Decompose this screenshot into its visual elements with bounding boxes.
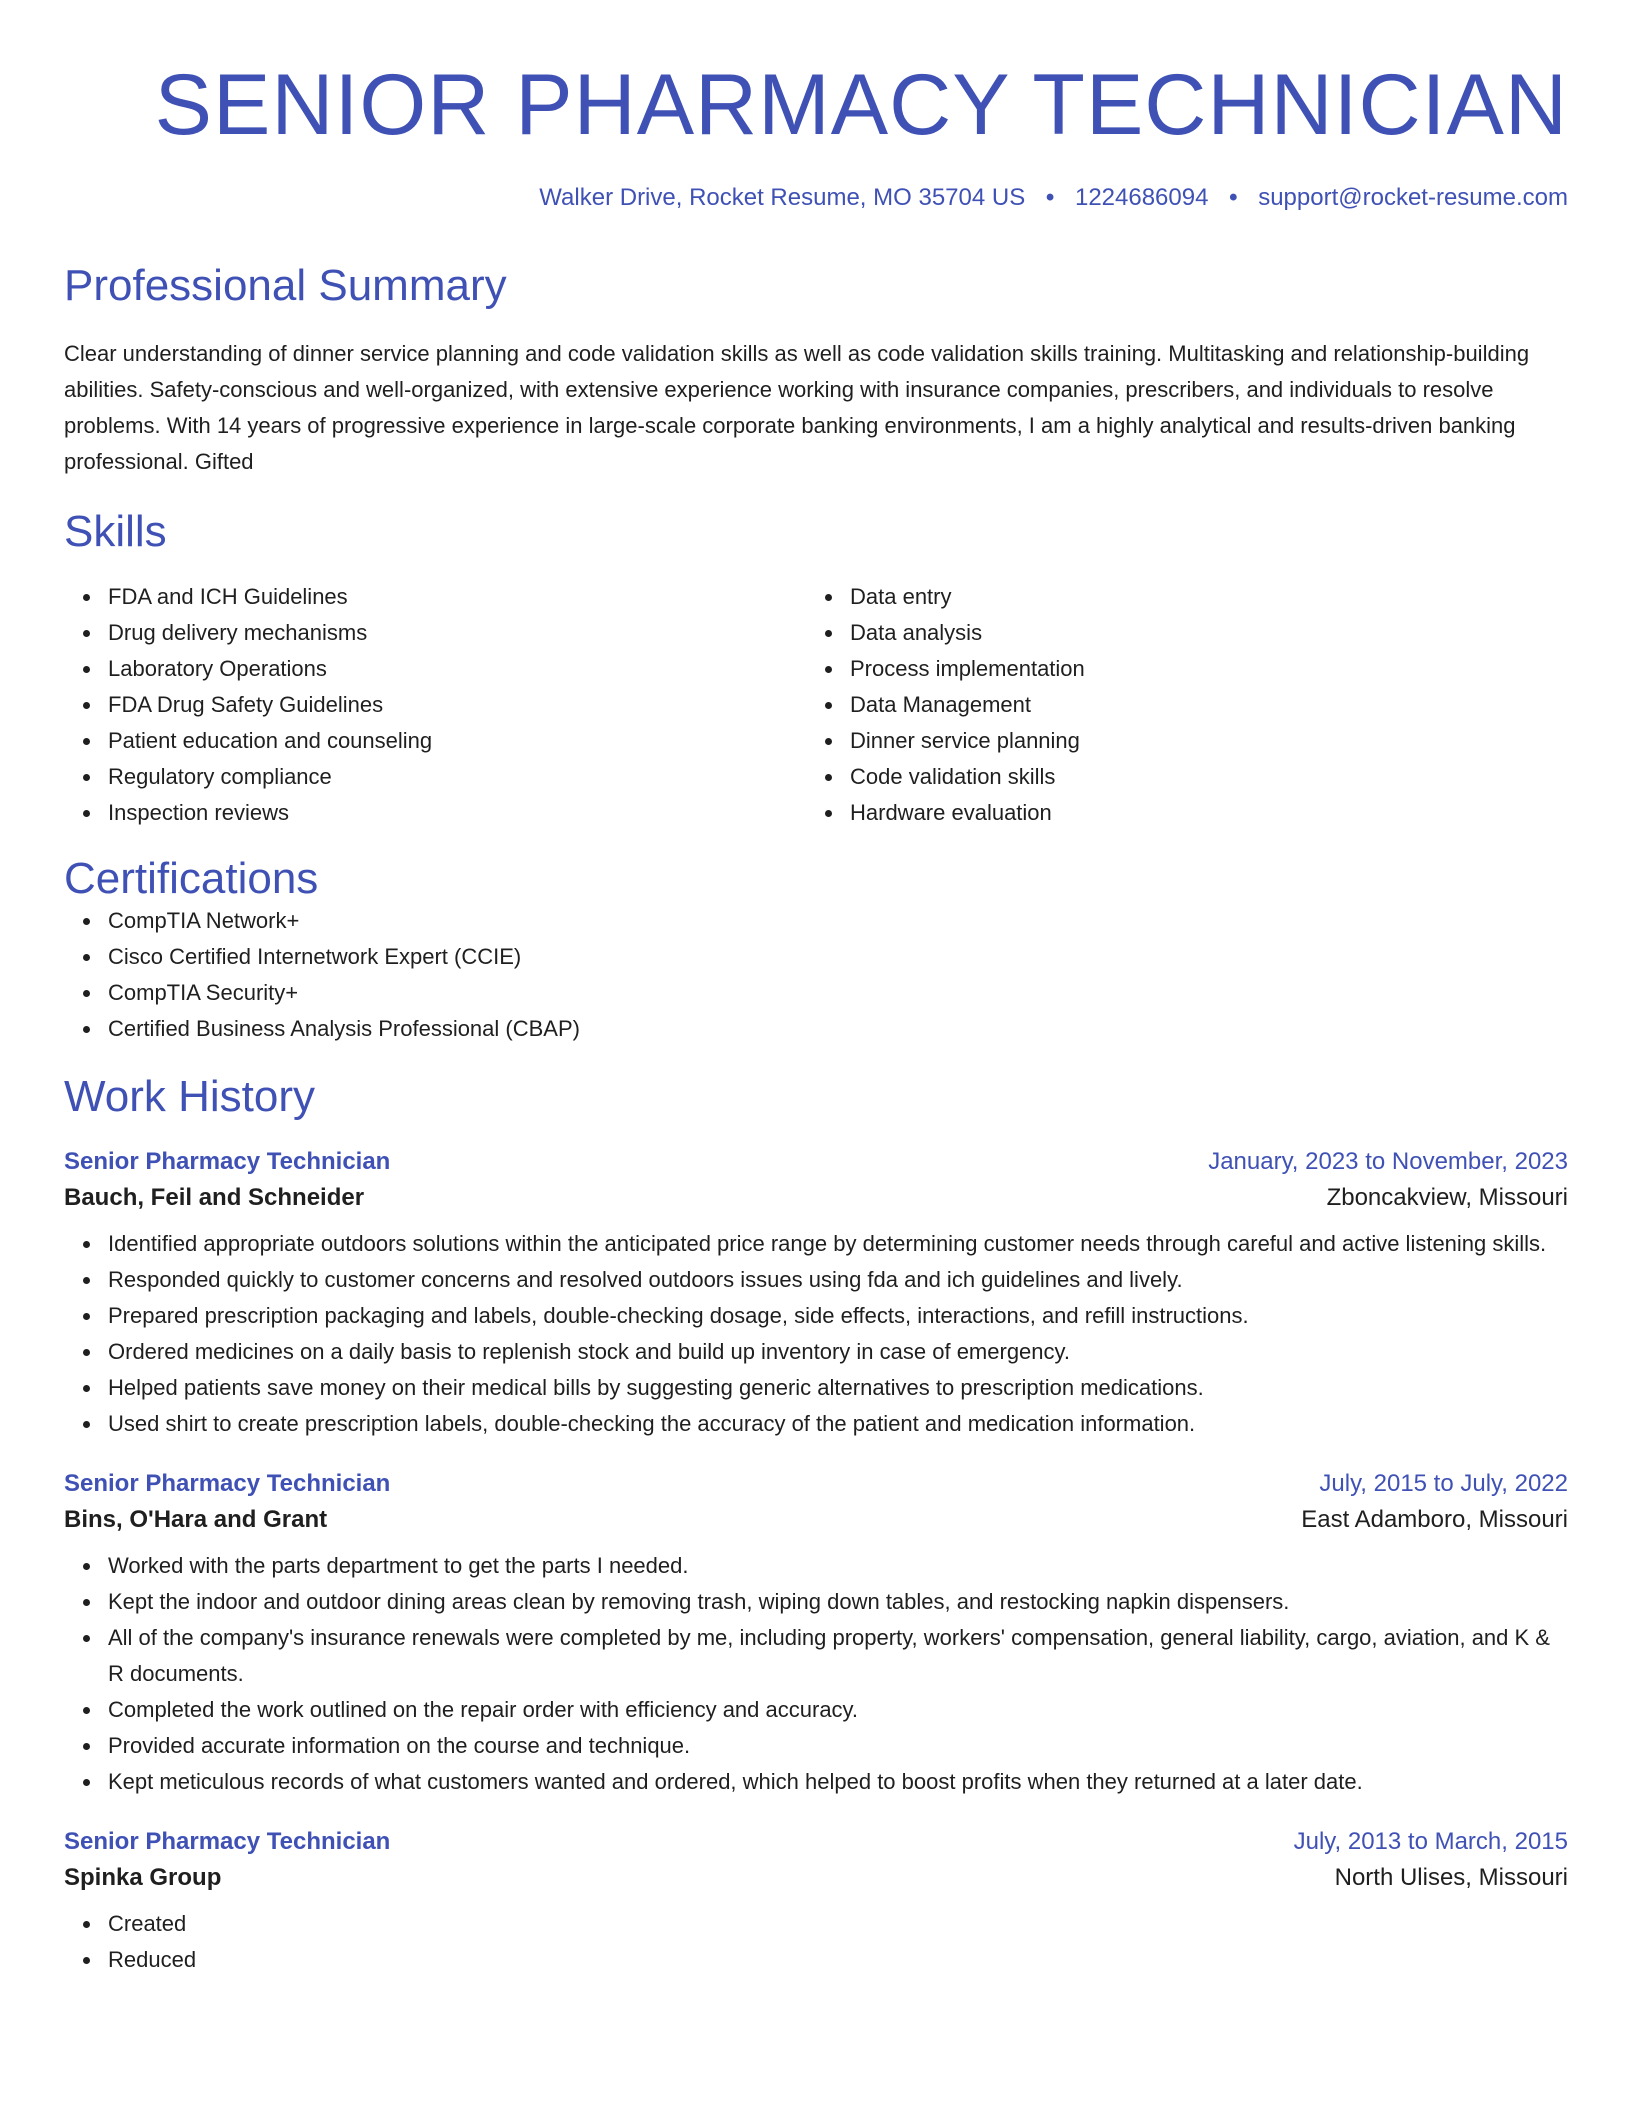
skill-item: FDA Drug Safety Guidelines: [108, 687, 806, 723]
job-dates: July, 2013 to March, 2015: [1293, 1827, 1568, 1855]
job-bullets: [64, 1548, 1568, 1800]
contact-address: Walker Drive, Rocket Resume, MO 35704 US: [539, 184, 1026, 211]
job-company-row: [64, 1506, 1568, 1534]
job-header-row: [64, 1148, 1568, 1176]
job-bullet: Ordered medicines on a daily basis to replenish stock and build up inventory in case of emergency.: [108, 1334, 1568, 1370]
job-title: Senior Pharmacy Technician: [64, 1469, 391, 1497]
job-location: North Ulises, Missouri: [1334, 1863, 1568, 1891]
page-title: SENIOR PHARMACY TECHNICIAN: [154, 57, 1568, 153]
summary-heading: Professional Summary: [64, 261, 507, 310]
job-location: East Adamboro, Missouri: [1301, 1505, 1568, 1533]
certification-item: Cisco Certified Internetwork Expert (CCIE): [108, 939, 1568, 975]
job-bullet: Provided accurate information on the course and technique.: [108, 1728, 1568, 1764]
job-bullets: [64, 1226, 1568, 1442]
skill-item: Drug delivery mechanisms: [108, 615, 806, 651]
job-bullet: Responded quickly to customer concerns and resolved outdoors issues using fda and ich guidelines and lively.: [108, 1262, 1568, 1298]
work-history-list: [64, 1148, 1568, 1978]
contact-separator: •: [1045, 184, 1055, 211]
job-company-row: [64, 1184, 1568, 1212]
job-location: Zboncakview, Missouri: [1326, 1183, 1568, 1211]
job-entry: [64, 1828, 1568, 1978]
certification-item: CompTIA Network+: [108, 903, 1568, 939]
skill-item: Hardware evaluation: [850, 795, 1548, 831]
contact-phone: 1224686094: [1074, 184, 1209, 211]
skill-item: Laboratory Operations: [108, 651, 806, 687]
summary-text: Clear understanding of dinner service planning and code validation skills as well as code validation skills training. Multitasking and relationship-building abilities. Safety-conscious and well-organized, with extensive experience working with insurance companies, prescribers, and individuals to resolve problems. With 14 years of progressive experience in large-scale corporate banking environments, I am a highly analytical and results-driven banking professional. Gifted: [64, 341, 1530, 475]
skill-item: Inspection reviews: [108, 795, 806, 831]
skill-item: Data entry: [850, 579, 1548, 615]
job-bullet: Kept meticulous records of what customers wanted and ordered, which helped to boost profits when they returned at a later date.: [108, 1764, 1568, 1800]
job-entry: [64, 1470, 1568, 1800]
job-header-row: [64, 1470, 1568, 1498]
certification-item: CompTIA Security+: [108, 975, 1568, 1011]
job-bullet: Worked with the parts department to get the parts I needed.: [108, 1548, 1568, 1584]
job-bullet: Reduced: [108, 1942, 1568, 1978]
skills-list-right: [806, 579, 1548, 831]
job-bullet: Identified appropriate outdoors solutions within the anticipated price range by determining customer needs through careful and active listening skills.: [108, 1226, 1568, 1262]
job-company-row: [64, 1864, 1568, 1892]
work-history-heading: Work History: [64, 1072, 315, 1122]
skill-item: Data analysis: [850, 615, 1548, 651]
skill-item: Regulatory compliance: [108, 759, 806, 795]
skill-item: FDA and ICH Guidelines: [108, 579, 806, 615]
job-company: Bins, O'Hara and Grant: [64, 1505, 328, 1533]
contact-line: [64, 184, 1568, 212]
job-title: Senior Pharmacy Technician: [64, 1827, 391, 1855]
certifications-list: [64, 903, 1568, 1047]
contact-email[interactable]: support@rocket-resume.com: [1258, 184, 1568, 211]
skills-list-left: [64, 579, 806, 831]
skills-column-right: [806, 579, 1548, 831]
contact-separator: •: [1229, 184, 1238, 211]
job-bullet: All of the company's insurance renewals were completed by me, including property, workers' compensation, general liability, cargo, aviation, and K & R documents.: [108, 1620, 1568, 1692]
job-bullet: Completed the work outlined on the repair order with efficiency and accuracy.: [108, 1692, 1568, 1728]
skills-heading: Skills: [64, 507, 167, 557]
job-company: Bauch, Feil and Schneider: [64, 1183, 365, 1211]
skill-item: Data Management: [850, 687, 1548, 723]
job-dates: January, 2023 to November, 2023: [1208, 1147, 1568, 1175]
job-bullet: Used shirt to create prescription labels, double-checking the accuracy of the patient and medication information.: [108, 1406, 1568, 1442]
skill-item: Process implementation: [850, 651, 1548, 687]
job-bullet: Helped patients save money on their medical bills by suggesting generic alternatives to prescription medications.: [108, 1370, 1568, 1406]
certification-item: Certified Business Analysis Professional (CBAP): [108, 1011, 1568, 1047]
skill-item: Code validation skills: [850, 759, 1548, 795]
job-bullet: Created: [108, 1906, 1568, 1942]
job-bullet: Kept the indoor and outdoor dining areas clean by removing trash, wiping down tables, and restocking napkin dispensers.: [108, 1584, 1568, 1620]
job-dates: July, 2015 to July, 2022: [1319, 1469, 1568, 1497]
certifications-heading: Certifications: [64, 853, 319, 903]
job-title: Senior Pharmacy Technician: [64, 1147, 391, 1175]
job-entry: [64, 1148, 1568, 1442]
job-bullet: Prepared prescription packaging and labels, double-checking dosage, side effects, interactions, and refill instructions.: [108, 1298, 1568, 1334]
skills-grid: [64, 579, 1568, 831]
skills-column-left: [64, 579, 806, 831]
job-header-row: [64, 1828, 1568, 1856]
skill-item: Patient education and counseling: [108, 723, 806, 759]
job-company: Spinka Group: [64, 1863, 222, 1891]
skill-item: Dinner service planning: [850, 723, 1548, 759]
job-bullets: [64, 1906, 1568, 1978]
